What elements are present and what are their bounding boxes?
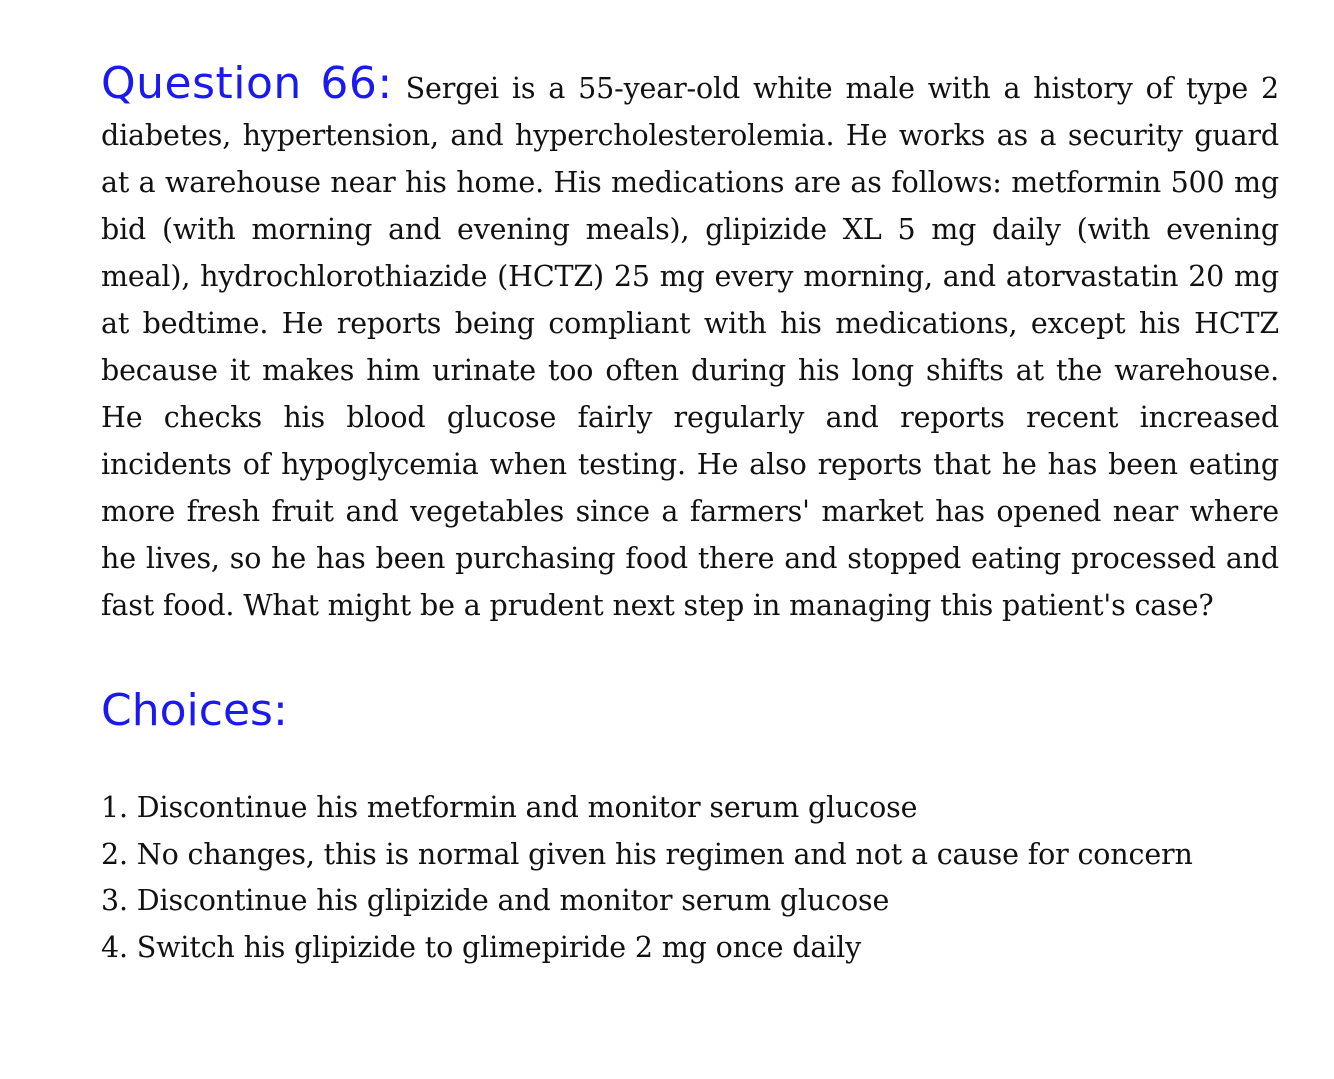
choice-item-3: 3. Discontinue his glipizide and monitor serum glucose: [101, 884, 890, 917]
question-paragraph: [101, 60, 1279, 629]
choice-item-1: 1. Discontinue his metformin and monitor serum glucose: [101, 791, 918, 824]
question-text: Sergei is a 55-year-old white male with a history of type 2 diabetes, hypertension, and hypercholesterolemia. He works as a security guard at a warehouse near his home. His medications are as follows: metformin 500 mg bid (with morning and evening meals), glipizide XL 5 mg daily (with evening meal), hydrochlorothiazide (HCTZ) 25 mg every morning, and atorvastatin 20 mg at bedtime. He reports being compliant with his medications, except his HCTZ because it makes him urinate too often during his long shifts at the warehouse. He checks his blood glucose fairly regularly and reports recent increased incidents of hypoglycemia when testing. He also reports that he has been eating more fresh fruit and vegetables since a farmers' market has opened near where he lives, so he has been purchasing food there and stopped eating processed and fast food. What might be a prudent next step in managing this patient's case?: [101, 72, 1279, 622]
choices-heading: Choices:: [101, 685, 288, 736]
choice-list: [101, 785, 1193, 971]
choice-item-2: 2. No changes, this is normal given his regimen and not a cause for concern: [101, 837, 1193, 871]
question-label: Question 66:: [101, 58, 393, 109]
question-page: [101, 58, 1279, 964]
choice-item-4: 4. Switch his glipizide to glimepiride 2 mg once daily: [101, 930, 862, 964]
